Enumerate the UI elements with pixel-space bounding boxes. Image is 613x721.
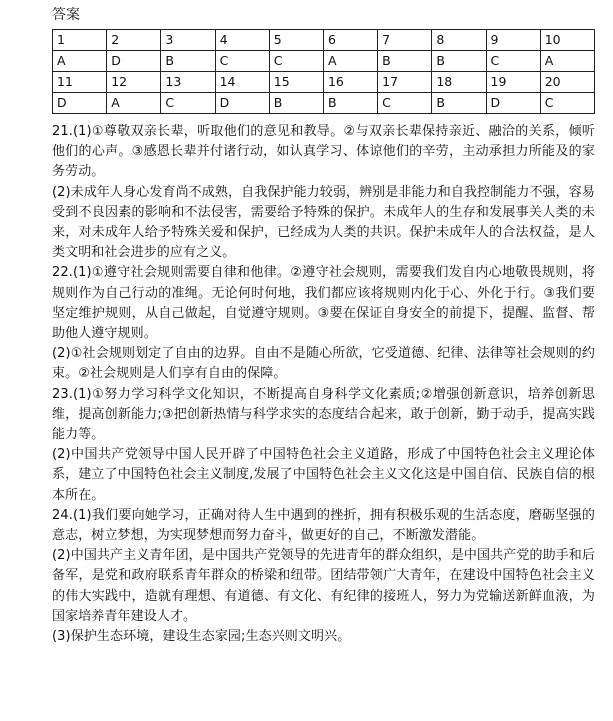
table-cell: 3 (161, 30, 215, 51)
table-cell: 10 (540, 30, 594, 51)
table-cell: 16 (323, 72, 377, 93)
answer-letter-row (53, 93, 595, 114)
answer-paragraph: 23.(1)①努力学习科学文化知识，不断提高自身科学文化素质;②增强创新意识，培养创新思维，提高创新能力;③把创新热情与科学求实的态度结合起来，敢于创新，勤于动手，提高实践能力等。 (52, 386, 595, 443)
table-cell: C (215, 51, 269, 72)
table-cell: D (107, 51, 161, 72)
answer-letter-row (53, 51, 595, 72)
page-title: 答案 (52, 7, 80, 23)
table-cell: A (107, 93, 161, 114)
table-cell: 18 (432, 72, 486, 93)
answer-paragraph: (2)①社会规则划定了自由的边界。自由不是随心所欲，它受道德、纪律、法律等社会规则的约束。②社会规则是人们享有自由的保障。 (52, 346, 595, 382)
table-cell: 15 (269, 72, 323, 93)
answer-paragraph: (2)中国共产主义青年团，是中国共产党领导的先进青年的群众组织，是中国共产党的助手和后备军，是党和政府联系青年群众的桥梁和纽带。团结带领广大青年，在建设中国特色社会主义的伟大实践中，造就有理想、有道德、有文化、有纪律的接班人，努力为党输送新鲜血液，为国家培养青年建设人才。 (52, 548, 595, 624)
table-cell: 12 (107, 72, 161, 93)
table-cell: B (432, 51, 486, 72)
table-cell: D (215, 93, 269, 114)
table-cell: 4 (215, 30, 269, 51)
table-cell: 7 (378, 30, 432, 51)
table-cell: 20 (540, 72, 594, 93)
answer-paragraph: (2)中国共产党领导中国人民开辟了中国特色社会主义道路，形成了中国特色社会主义理论体系，建立了中国特色社会主义制度,发展了中国特色社会主义文化这是中国自信、民族自信的根本所在。 (52, 447, 595, 503)
table-cell: 9 (486, 30, 540, 51)
table-cell: C (269, 51, 323, 72)
table-cell: 6 (323, 30, 377, 51)
answer-table-body (53, 30, 595, 114)
answer-paragraph: 22.(1)①遵守社会规则需要自律和他律。②遵守社会规则，需要我们发自内心地敬畏规则，将规则作为自己行动的准绳。无论何时何地，我们都应该将规则内化于心、外化于行。③我们要坚定维护规则，从自己做起，自觉遵守规则。③要在保证自身安全的前提下，提醒、监督、帮助他人遵守规则。 (52, 265, 595, 342)
table-cell: B (161, 51, 215, 72)
answer-paragraph: (2)未成年人身心发育尚不成熟，自我保护能力较弱，辨别是非能力和自我控制能力不强，容易受到不良因素的影响和不法侵害，需要给予特殊的保护。未成年人的生存和发展事关人类的未来，对未成年人给予特殊关爱和保护，已经成为人类的共识。保护未成年人的合法权益，是人类文明和社会进步的应有之义。 (52, 184, 595, 261)
table-cell: 5 (269, 30, 323, 51)
table-cell: A (540, 51, 594, 72)
table-cell: B (378, 51, 432, 72)
table-cell: 14 (215, 72, 269, 93)
table-cell: B (323, 93, 377, 114)
table-cell: B (269, 93, 323, 114)
answer-table (52, 29, 595, 114)
table-cell: D (53, 93, 107, 114)
answer-paragraph: (3)保护生态环境，建设生态家园;生态兴则文明兴。 (52, 629, 351, 645)
table-cell: 19 (486, 72, 540, 93)
question-number-row (53, 72, 595, 93)
table-cell: C (378, 93, 432, 114)
table-cell: C (540, 93, 594, 114)
table-cell: A (53, 51, 107, 72)
answer-paragraph: 24.(1)我们要向她学习，正确对待人生中遇到的挫折，拥有积极乐观的生活态度，磨砺坚强的意志，树立梦想，为实现梦想而努力奋斗，做更好的自己，不断激发潜能。 (52, 507, 595, 544)
table-cell: 8 (432, 30, 486, 51)
table-cell: C (161, 93, 215, 114)
answer-text (52, 122, 595, 647)
table-cell: 17 (378, 72, 432, 93)
table-cell: 1 (53, 30, 107, 51)
table-cell: 11 (53, 72, 107, 93)
table-cell: 13 (161, 72, 215, 93)
table-cell: B (432, 93, 486, 114)
table-cell: D (486, 93, 540, 114)
table-cell: 2 (107, 30, 161, 51)
answer-paragraph: 21.(1)①尊敬双亲长辈，听取他们的意见和教导。②与双亲长辈保持亲近、融洽的关系，倾听他们的心声。③感恩长辈并付诸行动，如认真学习、体谅他们的辛劳，主动承担力所能及的家务劳动。 (52, 124, 595, 180)
table-cell: C (486, 51, 540, 72)
table-cell: A (323, 51, 377, 72)
question-number-row (53, 30, 595, 51)
